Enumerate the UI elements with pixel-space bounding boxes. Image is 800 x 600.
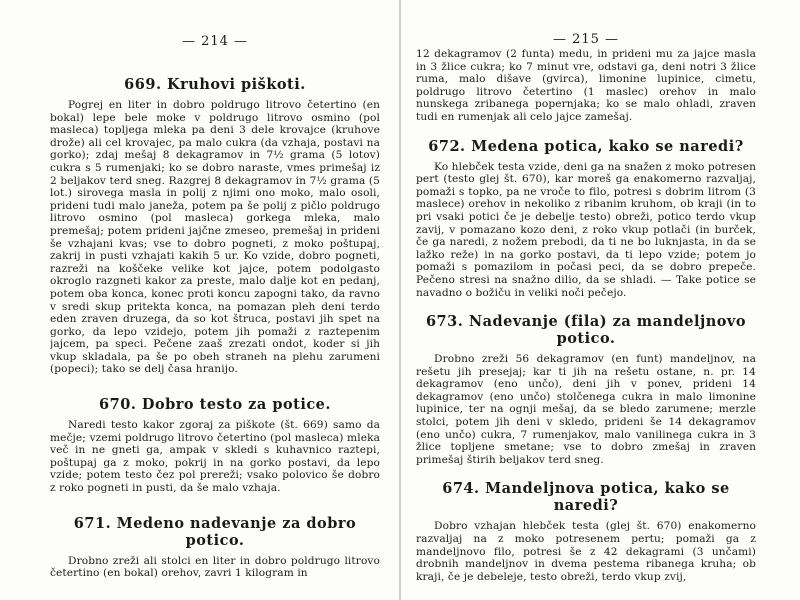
left-page-number: — 214 — (181, 34, 249, 49)
recipe-670-title: 670. Dobro testo za potice. (99, 396, 331, 414)
recipe-673-title: 673. Nadevanje (fila) za mandeljnovo potico. (425, 313, 747, 348)
recipe-673-text: Drobno zreži 56 dekagramov (en funt) mandeljnov, na rešetu jih presejaj; kar ti jih na rešetu ostane, n. pr. 14 dekagramov (eno unčo), deni jih v ponev, prideni 14 dekagramov (eno unčo) stolčenega cukra in malo limonine lupinice, ter na ognji mešaj, da se bledo zarumene; merzle stolci, potem jih deni v skledo, prideni še 14 dekagramov (eno unčo) cukra, 7 rumenjakov, malo vanilinega cukra in 3 žlice topljene smetane; vse to dobro zmešaj in zraven primešaj štirih beljakov terd sneg. (416, 353, 756, 466)
right-page-body (416, 48, 756, 583)
recipe-672-text: Ko hlebček testa vzide, deni ga na snažen z moko potresen pert (testo glej št. 670), kar moreš ga enakomerno razvaljaj, pomaži s topko, pa ne vroče to filo, potresi s dobrim litrom (3 maslece) orehov in nekoliko z ribanim kruhom, ob kraji (in to pri vsaki potici če je debelje testo) obreži, potico terdo vkup zavij, v pomazano kozo deni, z roko vkup potlači (in burček, če ga naredi, z nožem prebodi, da ti ne bo luknjasta, in da se lažko reže) in na gorko postavi, da ti lepo vzide; potem jo pomaži s pomazilom in počasi peci, da se dobro prepeče. Pečeno stresi na snažno dilio, da se shladi. — Take potice se navadno o božiču in veliki noči pečejo. (416, 160, 756, 299)
left-page (50, 0, 380, 600)
recipe-672-title: 672. Medena potica, kako se naredi? (428, 137, 744, 155)
recipe-670-text: Naredi testo kakor zgoraj za piškote (št. 669) samo da mečje; vzemi poldrugo litrovo četertino (pol masleca) mleka več in ne gneti ga, ampak v skledi s kuhavnico raztepi, poštupaj ga z moko, pokrij in na gorko postavi, da lepo vzide; potem testo čez pol prereži; vsako polovico še dobro z roko pogneti in pusti, da še malo vzhaja. (50, 419, 380, 495)
right-page-number: — 215 — (552, 32, 620, 47)
recipe-674-text: Dobro vzhajan hlebček testa (glej št. 670) enakomerno razvaljaj na z moko potresenem pertu; pomaži ga z mandeljnovo filo, potresi še z 42 dekagrami (3 unčami) drobnih mandeljnov in dvema pestema ribanega kruha; ob kraji, če je debeleje, testo obreži, terdo vkup zvij, (416, 520, 756, 583)
left-page-body (50, 66, 380, 580)
recipe-671-continued-text: 12 dekagramov (2 funta) medu, in prideni mu za jajce masla in 3 žlice cukra; ko 7 minut vre, odstavi ga, deni notri 3 žlice ruma, malo dišave (gvirca), limonine lupinice, cimetu, poldrugo litrovo četertino (1 maslec) orehov in malo nunskega zribanega popernjaka; ko se malo ohladi, zraven tudi en rumenjak ali celo jajce zamešaj. (416, 48, 756, 123)
recipe-669-title: 669. Kruhovi piškoti. (124, 76, 306, 93)
right-page (416, 0, 756, 600)
book-gutter (399, 0, 401, 600)
recipe-671-text: Drobno zreži ali stolci en liter in dobro poldrugo litrovo četertino (en bokal) orehov, zavri 1 kilogram in (50, 554, 380, 580)
recipe-674-title: 674. Mandeljnova potica, kako se naredi? (442, 480, 730, 515)
recipe-671-title: 671. Medeno nadevanje za dobro potico. (73, 514, 357, 549)
recipe-669-text: Pogrej en liter in dobro poldrugo litrovo četertino (en bokal) lepe bele moke v poldrugo litrovo osmino (pol masleca) topljega mleka pa deni 3 dele krovajce (kruhove drože) ali cel krovajec, pa malo cukra (da vzhaja, postavi na gorko); zdaj mešaj 8 dekagramov in 7½ grama (5 lotov) cukra s 5 rumenjaki; ko se dobro naraste, vmes primešaj iz 2 beljakov terd sneg. Razgrej 8 dekagramov in 7½ grama (5 lot.) sirovega masla in polij z njimi ono moko, malo osoli, prideni tudi malo janeža, potem pa še polij z pičlo poldrugo litrovo osmino (pol masleca) gorkega mleka, malo premešaj; potem prideni jajčne zmeseo, premešaj in prideni še vzhajani kvas; vse to dobro pogneti, z moko poštupaj, zakrij in pusti vzhajati kakih 5 ur. Ko vzide, dobro pogneti, razreži na koščeke velike kot jajce, potem podolgasto okroglo razgneti kakor za preste, malo dalje kot en pedanj, potem oba konca, konec proti koncu zapogni tako, da ravno v sredi skup pritekta konca, na pomazan pleh deni terdo eden zraven druzega, da so kot štruca, postavi jih spet na gorko, da lepo vzidejo, potem jih pomaži z raztepenim jajcem, pa speci. Pečene zaaš zrezati ondot, koder si jih vkup skladala, pa še po obeh straneh na plehu zarumeni (popeci); tako se delj časa hranijo. (50, 99, 380, 376)
